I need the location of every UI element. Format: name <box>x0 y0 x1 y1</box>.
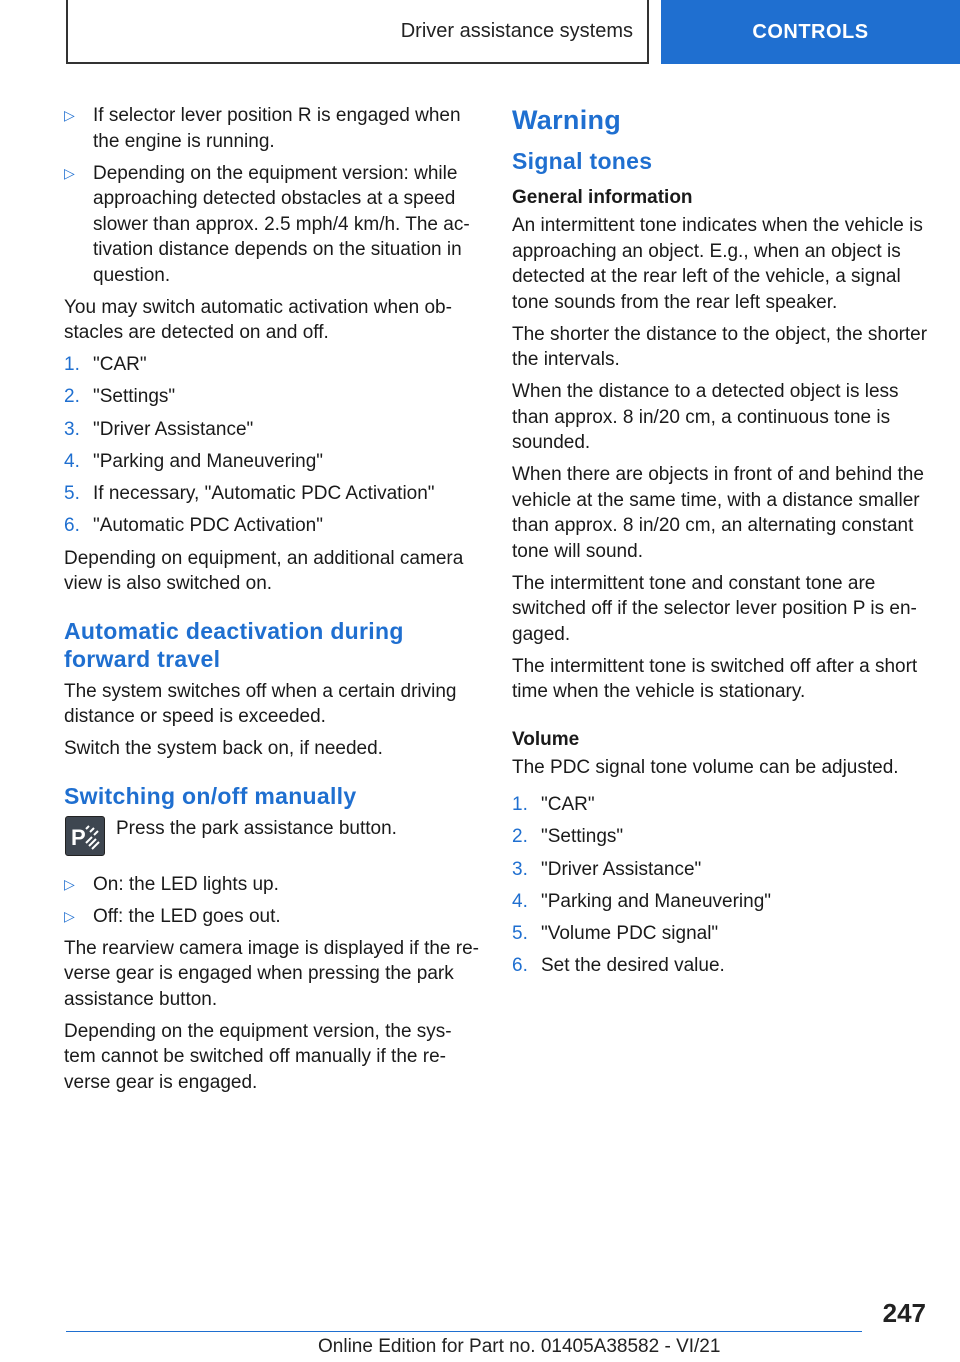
steps-list-volume <box>512 792 932 979</box>
paragraph: Switch the system back on, if needed. <box>64 738 383 760</box>
list-item: 3. "Driver Assistance" <box>512 858 702 880</box>
footer-edition: Online Edition for Part no. 01405A38582 - VI/21 <box>318 1336 721 1357</box>
paragraph: The rearview camera image is displayed if the re‐verse gear is engaged when pressing the park assistance button. <box>64 937 480 1010</box>
led-status-list <box>64 872 480 930</box>
paragraph: When the distance to a detected object is less than approx. 8 in/20 cm, a continuous tone is sounded. <box>512 381 899 453</box>
list-item: 5. "Volume PDC signal" <box>512 923 719 945</box>
triangle-right-icon: ▷ <box>64 164 75 181</box>
paragraph: You may switch automatic activation when ob‐stacles are detected on and off. <box>64 296 452 343</box>
subheading-general-information: General information <box>512 187 693 208</box>
list-item: ▷ Off: the LED goes out. <box>64 904 480 930</box>
triangle-right-icon: ▷ <box>64 875 75 892</box>
list-item: 6. "Automatic PDC Activation" <box>64 515 323 537</box>
paragraph: The intermittent tone and constant tone are switched off if the selector lever position P is en‐gaged. <box>512 572 917 645</box>
paragraph: The PDC signal tone volume can be adjusted. <box>512 756 899 778</box>
park-assistance-button-icon <box>65 816 105 856</box>
triangle-right-icon: ▷ <box>64 107 75 123</box>
list-item: 3. "Driver Assistance" <box>64 418 254 440</box>
left-column <box>64 103 480 1102</box>
paragraph: The shorter the distance to the object, the shorter the intervals. <box>512 323 928 370</box>
paragraph: When there are objects in front of and behind the vehicle at the same time, with a distance smaller than approx. 8 in/20 cm, an alternating constant tone will sound. <box>512 464 924 562</box>
footer-divider <box>66 1331 862 1332</box>
list-item: ▷ Depending on the equipment version: while approaching detected obstacles at a speed slower than approx. 2.5 mph/4 km/h. The ac‐tivation distance depends on the situation in question. <box>64 162 470 286</box>
svg-text:P: P <box>71 824 86 850</box>
paragraph: Depending on equipment, an additional camera view is also switched on. <box>64 547 464 595</box>
heading-automatic-deactivation: Automatic deactivation during forward travel <box>64 617 404 672</box>
activation-conditions-list <box>64 103 480 288</box>
list-item: 6. Set the desired value. <box>512 955 725 977</box>
list-item: 4. "Parking and Maneuvering" <box>512 890 772 912</box>
page-number: 247 <box>882 1298 926 1328</box>
list-item: 2. "Settings" <box>64 386 176 408</box>
list-item: ▷ On: the LED lights up. <box>64 872 480 898</box>
paragraph: The system switches off when a certain driving distance or speed is exceeded. <box>64 680 457 728</box>
heading-switching-manually: Switching on/off manually <box>64 782 357 809</box>
park-assistance-instruction <box>64 816 480 858</box>
heading-signal-tones: Signal tones <box>512 148 653 174</box>
right-column <box>512 103 932 986</box>
steps-list-activation <box>64 352 480 539</box>
list-item: 5. If necessary, "Automatic PDC Activation" <box>64 483 435 505</box>
instruction-text: Press the park assistance button. <box>116 817 397 839</box>
list-item: 2. "Settings" <box>512 826 624 848</box>
heading-warning: Warning <box>512 105 622 135</box>
list-item: 4. "Parking and Maneuvering" <box>64 450 324 472</box>
paragraph: An intermittent tone indicates when the vehicle is approaching an object. E.g., when an object is detected at the rear left of the vehicle, a signal tone sounds from the rear left speaker. <box>512 215 923 313</box>
paragraph: Depending on the equipment version, the sys‐tem cannot be switched off manually if the re‐verse gear is engaged. <box>64 1020 452 1093</box>
header-section-title <box>66 0 649 64</box>
header-tab-controls[interactable] <box>661 0 960 64</box>
tab-label: CONTROLS <box>752 20 869 43</box>
section-title: Driver assistance systems <box>400 19 633 42</box>
paragraph: The intermittent tone is switched off after a short time when the vehicle is stationary. <box>512 655 918 702</box>
triangle-right-icon: ▷ <box>64 907 75 924</box>
list-item: 1. "CAR" <box>64 354 147 375</box>
list-item: 1. "CAR" <box>512 794 595 815</box>
list-item: ▷ If selector lever position R is engaged when the engine is running. <box>64 105 461 152</box>
subheading-volume: Volume <box>512 728 580 750</box>
